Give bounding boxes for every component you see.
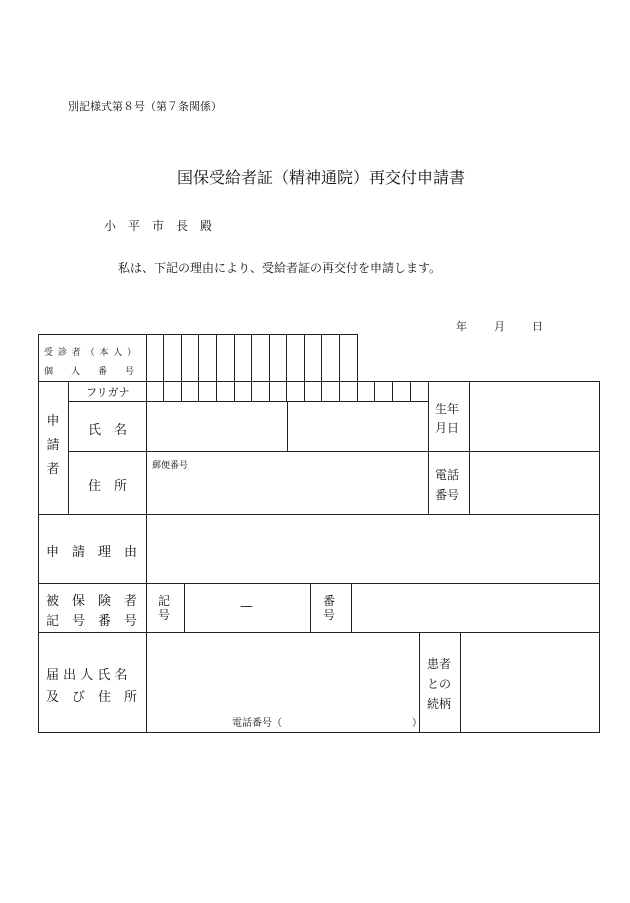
insured-label-2: 記 号 番 号	[46, 614, 138, 629]
statement: 私は、下記の理由により、受給者証の再交付を申請します。	[118, 261, 442, 275]
symbol-label-2: 号	[158, 608, 171, 622]
date-year-label: 年	[456, 320, 467, 333]
number-label-2: 号	[323, 608, 336, 622]
date-day-label: 日	[532, 320, 543, 333]
addressee: 小 平 市 長 殿	[104, 219, 213, 233]
date-month-label: 月	[494, 320, 505, 333]
symbol-label-1: 記	[158, 594, 171, 608]
birth-date-label-1: 生年	[435, 402, 460, 416]
reason-label: 申 請 理 由	[46, 545, 138, 560]
individual-number-label-2: 個 人 番 号	[44, 367, 135, 377]
notifier-phone-label: 電話番号（ ）	[232, 718, 422, 729]
relation-label-2: との	[427, 677, 452, 691]
address-label: 住 所	[88, 479, 128, 494]
notifier-label-1: 届 出 人 氏 名	[46, 668, 128, 683]
number-label-1: 番	[323, 594, 336, 608]
page-title: 国保受給者証（精神通院）再交付申請書	[177, 168, 466, 187]
postal-code-label: 郵便番号	[152, 461, 189, 471]
name-label: 氏 名	[88, 423, 128, 438]
phone-label-1: 電話	[435, 468, 460, 482]
applicant-label: 申請者	[46, 414, 60, 477]
form-number: 別記様式第８号（第７条関係）	[68, 100, 222, 113]
birth-date-label-2: 月日	[435, 421, 460, 435]
phone-label-2: 番号	[435, 488, 460, 502]
notifier-label-2: 及 び 住 所	[46, 690, 138, 705]
relation-label-1: 患者	[427, 657, 452, 671]
insured-label-1: 被 保 険 者	[46, 594, 138, 609]
relation-label-3: 続柄	[427, 697, 452, 711]
furigana-label: フリガナ	[86, 386, 130, 399]
symbol-dash: —	[240, 599, 253, 614]
individual-number-label-1: 受 診 者 （ 本 人 ）	[44, 348, 138, 358]
